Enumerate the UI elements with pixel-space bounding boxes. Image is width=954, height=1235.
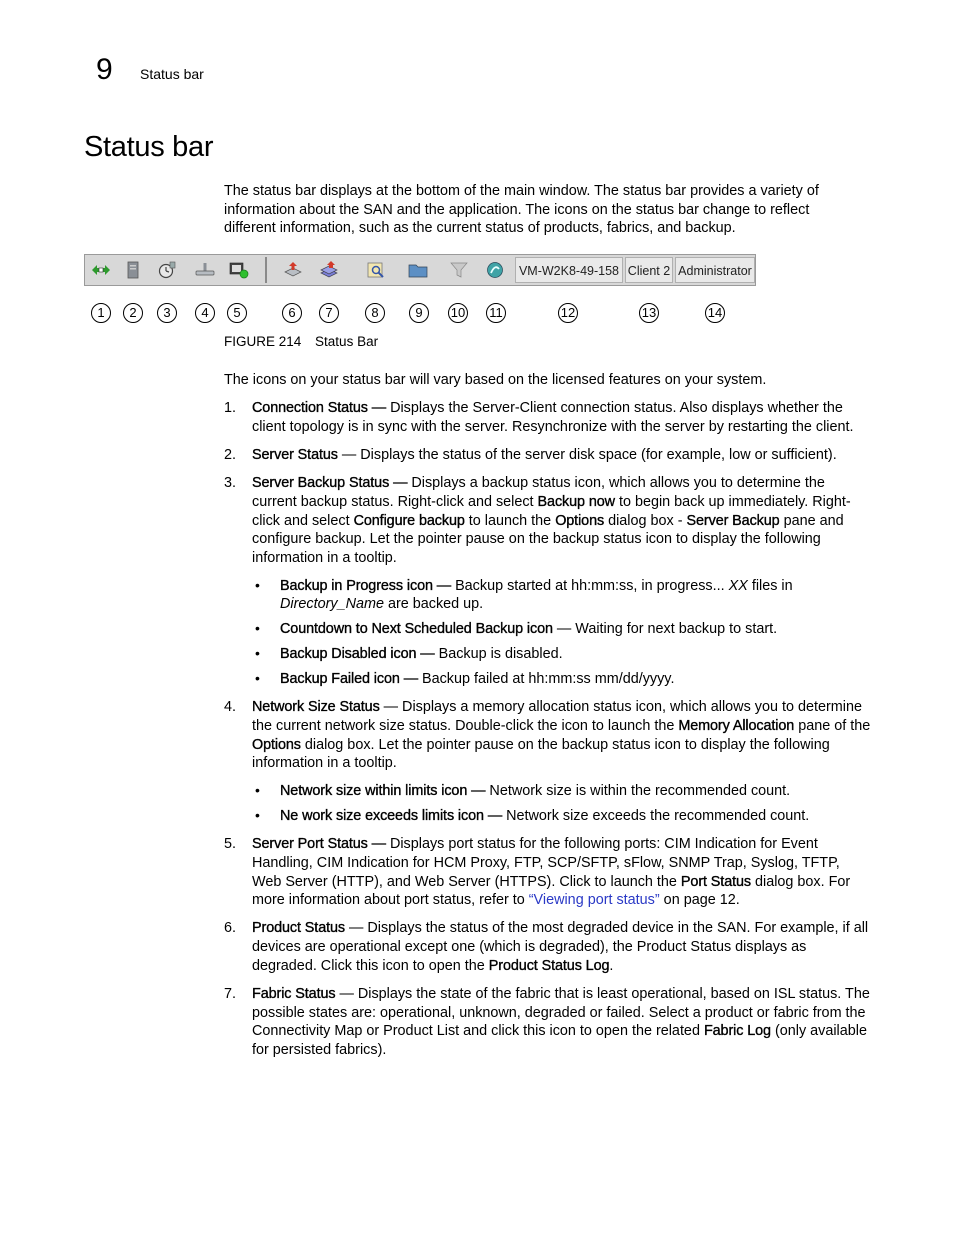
bullet: • — [255, 782, 260, 799]
bullet: • — [255, 576, 260, 593]
ui-term: Server Backup — [686, 512, 780, 529]
item-term: Server Backup Status — — [252, 475, 408, 492]
chapter-number: 9 — [96, 53, 113, 86]
callout-14: 14 — [705, 303, 725, 323]
item-text: — Displays the status of the most degraded device in the SAN. For example, if all devices are operational except one (which is degraded), the Product Status displays as degraded. Click this icon to open the — [252, 920, 869, 974]
item-text: Backup is disabled. — [434, 646, 563, 663]
item-number: 3. — [224, 475, 237, 492]
figure-title: Status Bar — [315, 334, 379, 349]
callout-8: 8 — [365, 303, 385, 323]
callout-9: 9 — [409, 303, 429, 323]
item-text: to begin back up immediately. Right-click and select — [252, 493, 851, 529]
callout-3: 3 — [157, 303, 177, 323]
bullet: • — [255, 620, 260, 637]
item-text: — Displays a memory allocation status icon, which allows you to determine the current network size status. Double-click the icon to launch the — [252, 699, 862, 734]
item-term: Backup Failed icon — — [280, 671, 418, 687]
chapter-title: Status bar — [140, 66, 204, 82]
bullet: • — [255, 670, 260, 686]
client-field: Client 2 — [625, 257, 673, 283]
item-italic: XX — [728, 577, 748, 594]
item-term: Ne work size exceeds limits icon — — [280, 807, 503, 824]
item-text: . — [609, 957, 614, 974]
callout-10: 10 — [448, 303, 468, 323]
callout-1: 1 — [91, 303, 111, 323]
network-size-icon — [195, 261, 215, 279]
item-text: — Waiting for next backup to start. — [552, 621, 778, 638]
item-text: Network size is within the recommended count. — [485, 783, 791, 800]
figure-caption — [224, 334, 378, 349]
figure-label: FIGURE 214 — [224, 334, 302, 349]
item-term: Backup in Progress icon — — [280, 577, 452, 594]
server-status-icon — [123, 261, 143, 279]
item-text: Displays port status for the following ports: CIM Indication for Event Handling, CIM Indication for HCM Proxy, FTP, SCP/SFTP, sFlow, SNMP Trap, Syslog, TFTP, Web Server (HTTP), and Web Server (HTTPS). Click to launch the — [252, 836, 840, 890]
event-icon — [366, 261, 386, 279]
connection-status-icon — [91, 261, 111, 279]
viewing-port-status-link[interactable]: “Viewing port status” — [528, 892, 660, 909]
list-item — [224, 474, 872, 689]
list-item — [252, 645, 872, 664]
item-number: 4. — [224, 699, 237, 716]
product-status-icon — [283, 261, 303, 279]
network-tooltip-list — [252, 782, 872, 826]
item-number: 5. — [224, 836, 237, 853]
item-text: dialog box. For more information about port status, refer to — [252, 873, 851, 909]
list-item — [224, 399, 872, 436]
callout-7: 7 — [319, 303, 339, 323]
item-term: Product Status — [252, 920, 345, 937]
callout-13: 13 — [639, 303, 659, 323]
item-term: Countdown to Next Scheduled Backup icon — [280, 621, 553, 638]
call-home-icon — [485, 261, 505, 279]
callout-2: 2 — [123, 303, 143, 323]
item-text: pane of the — [794, 717, 871, 734]
item-term: Server Port Status — — [252, 836, 386, 853]
item-text: Displays the Server-Client connection status. Also displays whether the client topology is in sync with the server. Resynchronize with the server by restarting the client. — [252, 400, 854, 435]
item-text: Displays a backup status icon, which allows you to determine the current backup status. Right-click and select — [252, 475, 825, 510]
item-term: Connection Status — — [252, 400, 387, 416]
list-item — [224, 985, 872, 1060]
item-number: 7. — [224, 986, 237, 1003]
status-items-list — [224, 399, 872, 1069]
item-text: are backed up. — [383, 596, 484, 613]
callout-6: 6 — [282, 303, 302, 323]
item-text: pane and configure backup. Let the pointer pause on the backup status icon to display the following information in a tooltip. — [252, 512, 844, 566]
server-port-icon — [229, 261, 249, 279]
list-item — [252, 577, 872, 614]
callout-11: 11 — [486, 303, 506, 323]
callout-4: 4 — [195, 303, 215, 323]
item-text: (only available for persisted fabrics). — [252, 1023, 867, 1059]
list-item — [252, 670, 872, 689]
ui-term: Configure backup — [353, 512, 465, 529]
list-item — [224, 698, 872, 825]
item-number: 2. — [224, 446, 237, 463]
ui-term: Memory Allocation — [678, 717, 795, 734]
list-item — [252, 807, 872, 826]
item-text: Backup started at hh:mm:ss, in progress... — [451, 577, 729, 594]
bullet: • — [255, 645, 260, 662]
item-text: — Displays the status of the server disk space (for example, low or sufficient). — [337, 446, 837, 463]
item-italic: Directory_Name — [280, 596, 384, 613]
callout-12: 12 — [558, 303, 578, 323]
item-term: Fabric Status — [252, 986, 336, 1003]
list-item — [252, 782, 872, 801]
icons-note: The icons on your status bar will vary based on the licensed features on your system. — [224, 372, 767, 388]
item-term: Network Size Status — [252, 699, 380, 716]
page-title: Status bar — [84, 131, 214, 163]
list-item — [224, 446, 872, 465]
server-name-field: VM-W2K8-49-158 — [515, 257, 623, 283]
item-number: 1. — [224, 400, 237, 416]
item-number: 6. — [224, 920, 237, 937]
item-text: Network size exceeds the recommended count. — [502, 807, 810, 824]
item-text: files in — [747, 577, 793, 594]
user-field: Administrator — [675, 257, 755, 283]
ui-term: Fabric Log — [703, 1023, 771, 1040]
item-text: Backup failed at hh:mm:ss mm/dd/yyyy. — [417, 671, 675, 687]
list-item — [224, 919, 872, 975]
callout-5: 5 — [227, 303, 247, 323]
folder-icon — [408, 261, 428, 279]
ui-term: Options — [252, 736, 301, 753]
item-term: Network size within limits icon — — [280, 783, 486, 800]
item-text: on page 12. — [659, 892, 740, 909]
item-text: dialog box. Let the pointer pause on the backup status icon to display the following information in a tooltip. — [252, 736, 830, 772]
item-term: Backup Disabled icon — — [280, 646, 435, 663]
list-item — [252, 620, 872, 639]
status-bar-figure — [84, 254, 756, 286]
separator — [265, 257, 267, 283]
ui-term: Backup now — [537, 493, 615, 510]
fabric-status-icon — [319, 261, 339, 279]
item-text: — Displays the state of the fabric that is least operational, based on ISL status. The possible states are: operational, unknown, degraded or failed. Select a product or fabric from the Connectivity Map or Product List and click this icon to open the related — [252, 986, 870, 1040]
item-text: dialog box - — [604, 512, 687, 529]
server-backup-icon — [157, 261, 177, 279]
item-text: to launch the — [464, 512, 556, 529]
ui-term: Options — [555, 512, 605, 529]
intro-paragraph: The status bar displays at the bottom of the main window. The status bar provides a variety of information about the SAN and the application. The icons on the status bar change to reflect different information, such as the current status of products, fabrics, and backup. — [224, 183, 819, 237]
list-item — [224, 835, 872, 910]
ui-term: Port Status — [680, 873, 752, 890]
item-term: Server Status — [252, 446, 338, 463]
backup-tooltip-list — [252, 577, 872, 689]
ui-term: Product Status Log — [488, 957, 610, 974]
filter-icon — [449, 261, 469, 279]
bullet: • — [255, 806, 260, 823]
